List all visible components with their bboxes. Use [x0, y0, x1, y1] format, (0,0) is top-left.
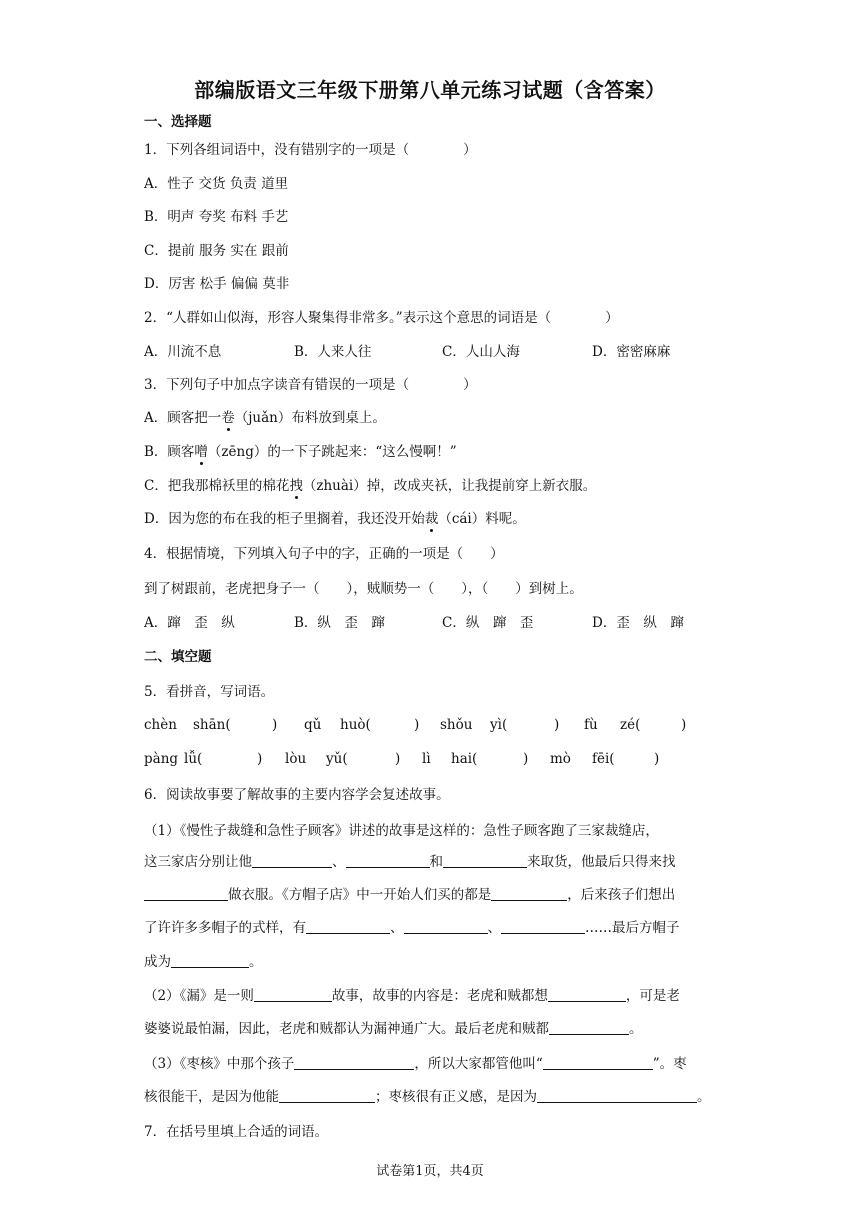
- pinyin-syllable: yǔ(: [326, 751, 348, 767]
- answer-blank[interactable]: [252, 853, 332, 868]
- answer-blank[interactable]: [501, 919, 585, 934]
- answer-blank[interactable]: [346, 853, 430, 868]
- answer-blank[interactable]: [491, 886, 567, 901]
- question-3-option-d: D．因为您的布在我的柜子里搁着，我还没开始裁（cái）料呢。: [144, 511, 526, 527]
- question-4-option-b: B．纵 歪 蹿: [294, 615, 385, 631]
- answer-blank[interactable]: [543, 1055, 653, 1070]
- question-4-option-d: D．歪 纵 蹿: [592, 615, 684, 631]
- answer-blank[interactable]: [548, 987, 626, 1002]
- q6-part1-line4: 了许许多多帽子的式样，有 、 、 ……最后方帽子: [144, 920, 680, 936]
- answer-paren-close: ): [272, 717, 278, 733]
- answer-paren-close: ): [395, 751, 401, 767]
- pinyin-syllable: shān(: [193, 717, 231, 733]
- answer-blank[interactable]: [294, 1055, 414, 1070]
- pinyin-syllable: yì(: [490, 717, 508, 733]
- emphasis-dot-char: 噌: [194, 444, 208, 460]
- pinyin-syllable: huò(: [340, 717, 371, 733]
- page-footer: 试卷第1页，共4页: [376, 1164, 484, 1179]
- q6-part3-line2: 核很能干，是因为他能 ；枣核很有正义感，是因为 。: [144, 1089, 711, 1105]
- question-2-options: [144, 343, 744, 361]
- answer-blank[interactable]: [171, 953, 249, 968]
- question-4-options: [144, 614, 744, 632]
- answer-blank[interactable]: [254, 987, 332, 1002]
- answer-paren-close: ): [654, 751, 660, 767]
- question-2-option-a: A．川流不息: [144, 344, 222, 360]
- answer-paren-close: ): [257, 751, 263, 767]
- q6-part3-line1: （3）《枣核》中那个孩子 ，所以大家都管他叫“ ”。枣: [144, 1056, 687, 1072]
- question-5-stem: 5．看拼音，写词语。: [144, 684, 275, 700]
- q6-part1-line3: 做衣服。《方帽子店》中一开始人们买的都是 ，后来孩子们想出: [144, 886, 675, 904]
- question-4-option-c: C．纵 蹿 歪: [442, 615, 534, 631]
- answer-paren-close: ): [554, 717, 560, 733]
- question-6-stem: 6．阅读故事要了解故事的主要内容学会复述故事。: [144, 787, 450, 803]
- pinyin-syllable: fēi(: [592, 751, 615, 767]
- answer-paren-close: ): [681, 717, 687, 733]
- question-4-sentence: 到了树跟前，老虎把身子一（ ），贼顺势一（ ），（ ）到树上。: [144, 581, 583, 597]
- pinyin-row-2: [144, 751, 704, 769]
- question-4-stem: 4．根据情境，下列填入句子中的字，正确的一项是（ ）: [144, 546, 504, 562]
- q6-part2-line2: 婆婆说最怕漏，因此，老虎和贼都认为漏神通广大。最后老虎和贼都 。: [144, 1021, 643, 1037]
- answer-blank[interactable]: [549, 1020, 629, 1035]
- question-1-option-c: C．提前 服务 实在 跟前: [144, 243, 289, 259]
- q6-part2-line1: （2）《漏》是一则 故事，故事的内容是：老虎和贼都想 ，可是老: [144, 988, 680, 1004]
- question-3-option-b: B．顾客噌（zēng）的一下子跳起来：“这么慢啊！”: [144, 444, 457, 460]
- answer-blank[interactable]: [279, 1088, 375, 1103]
- q6-part1-line1: （1）《慢性子裁缝和急性子顾客》讲述的故事是这样的：急性子顾客跑了三家裁缝店，: [144, 823, 659, 839]
- q6-part1-line5: 成为 。: [144, 954, 263, 970]
- question-2-stem: 2．“人群如山似海，形容人聚集得非常多。”表示这个意思的词语是（ ）: [144, 310, 619, 326]
- pinyin-syllable: chèn: [144, 717, 177, 733]
- pinyin-syllable: lòu: [285, 751, 307, 767]
- pinyin-syllable: fù: [584, 717, 598, 733]
- pinyin-syllable: lì: [422, 751, 431, 767]
- question-3-option-c: C．把我那棉袄里的棉花拽（zhuài）掉，改成夹袄，让我提前穿上新衣服。: [144, 478, 597, 494]
- pinyin-row-1: [144, 717, 704, 735]
- question-4-option-a: A．蹿 歪 纵: [144, 615, 235, 631]
- pinyin-syllable: shǒu: [440, 717, 473, 733]
- emphasis-dot-char: 裁: [424, 511, 439, 527]
- section-heading-choice: 一、选择题: [144, 114, 212, 130]
- pinyin-syllable: hai(: [451, 751, 478, 767]
- answer-paren-close: ): [523, 751, 529, 767]
- answer-blank[interactable]: [537, 1088, 697, 1103]
- question-2-option-b: B．人来人往: [294, 344, 372, 360]
- section-heading-fill: 二、填空题: [144, 649, 212, 665]
- answer-blank[interactable]: [404, 919, 488, 934]
- answer-paren-close: ): [414, 717, 420, 733]
- question-1-option-a: A．性子 交货 负责 道里: [144, 176, 289, 192]
- pinyin-syllable: qǔ: [304, 717, 322, 733]
- emphasis-dot-char: 卷: [221, 410, 235, 426]
- answer-blank[interactable]: [144, 886, 228, 901]
- pinyin-syllable: mò: [550, 751, 571, 767]
- question-3-stem: 3．下列句子中加点字读音有错误的一项是（ ）: [144, 377, 477, 393]
- pinyin-syllable: lǚ(: [184, 751, 203, 767]
- pinyin-syllable: pàng: [144, 751, 179, 767]
- question-1-option-d: D．厉害 松手 偏偏 莫非: [144, 276, 290, 292]
- question-7-stem: 7．在括号里填上合适的词语。: [144, 1124, 329, 1140]
- question-1-stem: 1．下列各组词语中，没有错别字的一项是（ ）: [144, 142, 477, 158]
- question-2-option-d: D．密密麻麻: [592, 344, 671, 360]
- question-1-option-b: B．明声 夸奖 布料 手艺: [144, 209, 289, 225]
- answer-blank[interactable]: [306, 919, 390, 934]
- q6-part1-line2: 这三家店分别让他 、 和 来取货，他最后只得来找: [144, 854, 676, 870]
- question-2-option-c: C．人山人海: [442, 344, 520, 360]
- page-title: 部编版语文三年级下册第八单元练习试题（含答案）: [194, 78, 666, 102]
- question-3-option-a: A．顾客把一卷（juǎn）布料放到桌上。: [144, 410, 386, 426]
- emphasis-dot-char: 拽: [289, 478, 303, 494]
- answer-blank[interactable]: [443, 853, 527, 868]
- pinyin-syllable: zé(: [620, 717, 641, 733]
